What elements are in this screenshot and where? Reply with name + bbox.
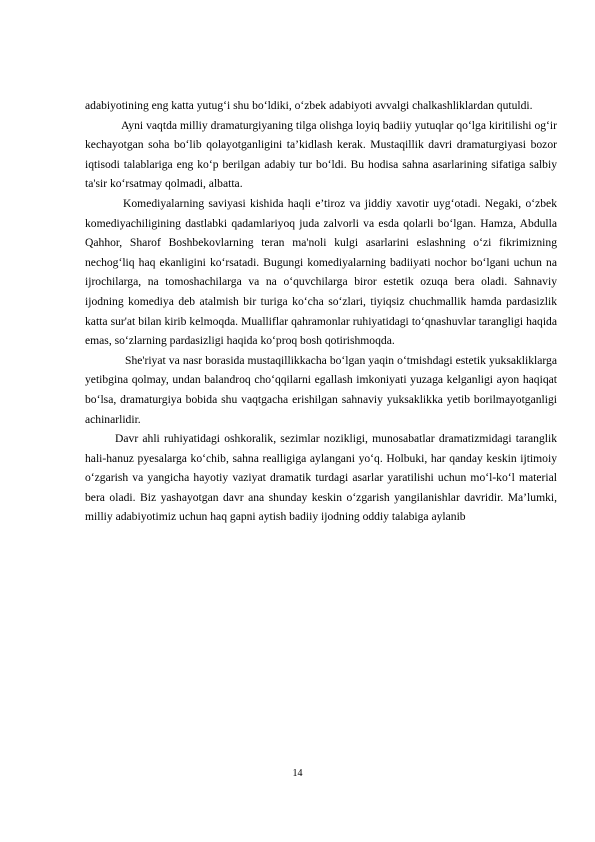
page-number: 14 [292, 768, 303, 779]
paragraph-dramaturgy: Ayni vaqtda milliy dramaturgiyaning tilga olishga loyiq badiiy yutuqlar qo‘lga kiritilishi og‘ir kechayotgan soha bo‘lib qolayotganligini ta’kidlash kerak. Mustaqillik davri dramaturgiyasi bozor iqtisodi talablariga eng ko‘p berilgan adabiy tur bo‘ldi. Bu hodisa sahna asarlarining sifatiga salbiy ta'sir ko‘rsatmay qolmadi, albatta. [85, 118, 557, 191]
paragraph-continuation: adabiyotining eng katta yutug‘i shu bo‘ldiki, o‘zbek adabiyoti avvalgi chalkashliklardan qutuldi. [85, 99, 533, 112]
paragraph-comedies: Komediyalarning saviyasi kishida haqli e’tiroz va jiddiy xavotir uyg‘otadi. Negaki, o‘zbek komediyachiligining dastlabki qadamlariyoq juda zalvorli va esda qolarli bo‘lgan. Hamza, Abdulla Qahhor, Sharof Boshbekovlarning teran ma'noli kulgi asarlarini eslashning o‘zi fikrimizning nechog‘liq haq ekanligini ko‘rsatadi. Bugungi komediyalarning badiiyati nochor bo‘lgani uchun na ijrochilarga, na tomoshachilarga va na o‘quvchilarga biror estetik ozuqa bera oladi. Sahnaviy ijodning komediya deb atalmish bir turiga ko‘cha so‘zlari, tiyiqsiz chuchmallik hamda pardasizlik katta sur'at bilan kirib kelmoqda. Mualliflar qahramonlar ruhiyatidagi to‘qnashuvlar tarangligi haqida emas, so‘zlarning pardasizligi haqida ko‘proq bosh qotirishmoqda. [85, 196, 557, 348]
paragraph-era: Davr ahli ruhiyatidagi oshkoralik, sezimlar nozikligi, munosabatlar dramatizmidagi taranglik hali-hanuz pyesalarga ko‘chib, sahna realligiga aylangani yo‘q. Holbuki, har qanday keskin ijtimoiy o‘zgarish va yangicha hayotiy vaziyat dramatik turdagi asarlar yaratilishi uchun mo‘l-ko‘l material bera oladi. Biz yashayotgan davr ana shunday keskin o‘zgarish yangilanishlar davridir. Ma’lumki, milliy adabiyotimiz uchun haq gapni aytish badiiy ijodning oddiy talabiga aylanib [85, 432, 557, 524]
paragraph-poetry-prose: She'riyat va nasr borasida mustaqillikkacha bo‘lgan yaqin o‘tmishdagi estetik yuksakliklarga yetibgina qolmay, undan balandroq cho‘qqilarni egallash imkoniyati yuzaga kelganligi ayon haqiqat bo‘lsa, dramaturgiya bobida shu vaqtgacha erishilgan sahnaviy yuksaklikka yetib borilmayotganligi achinarlidir. [85, 353, 557, 426]
body-text [85, 96, 557, 527]
